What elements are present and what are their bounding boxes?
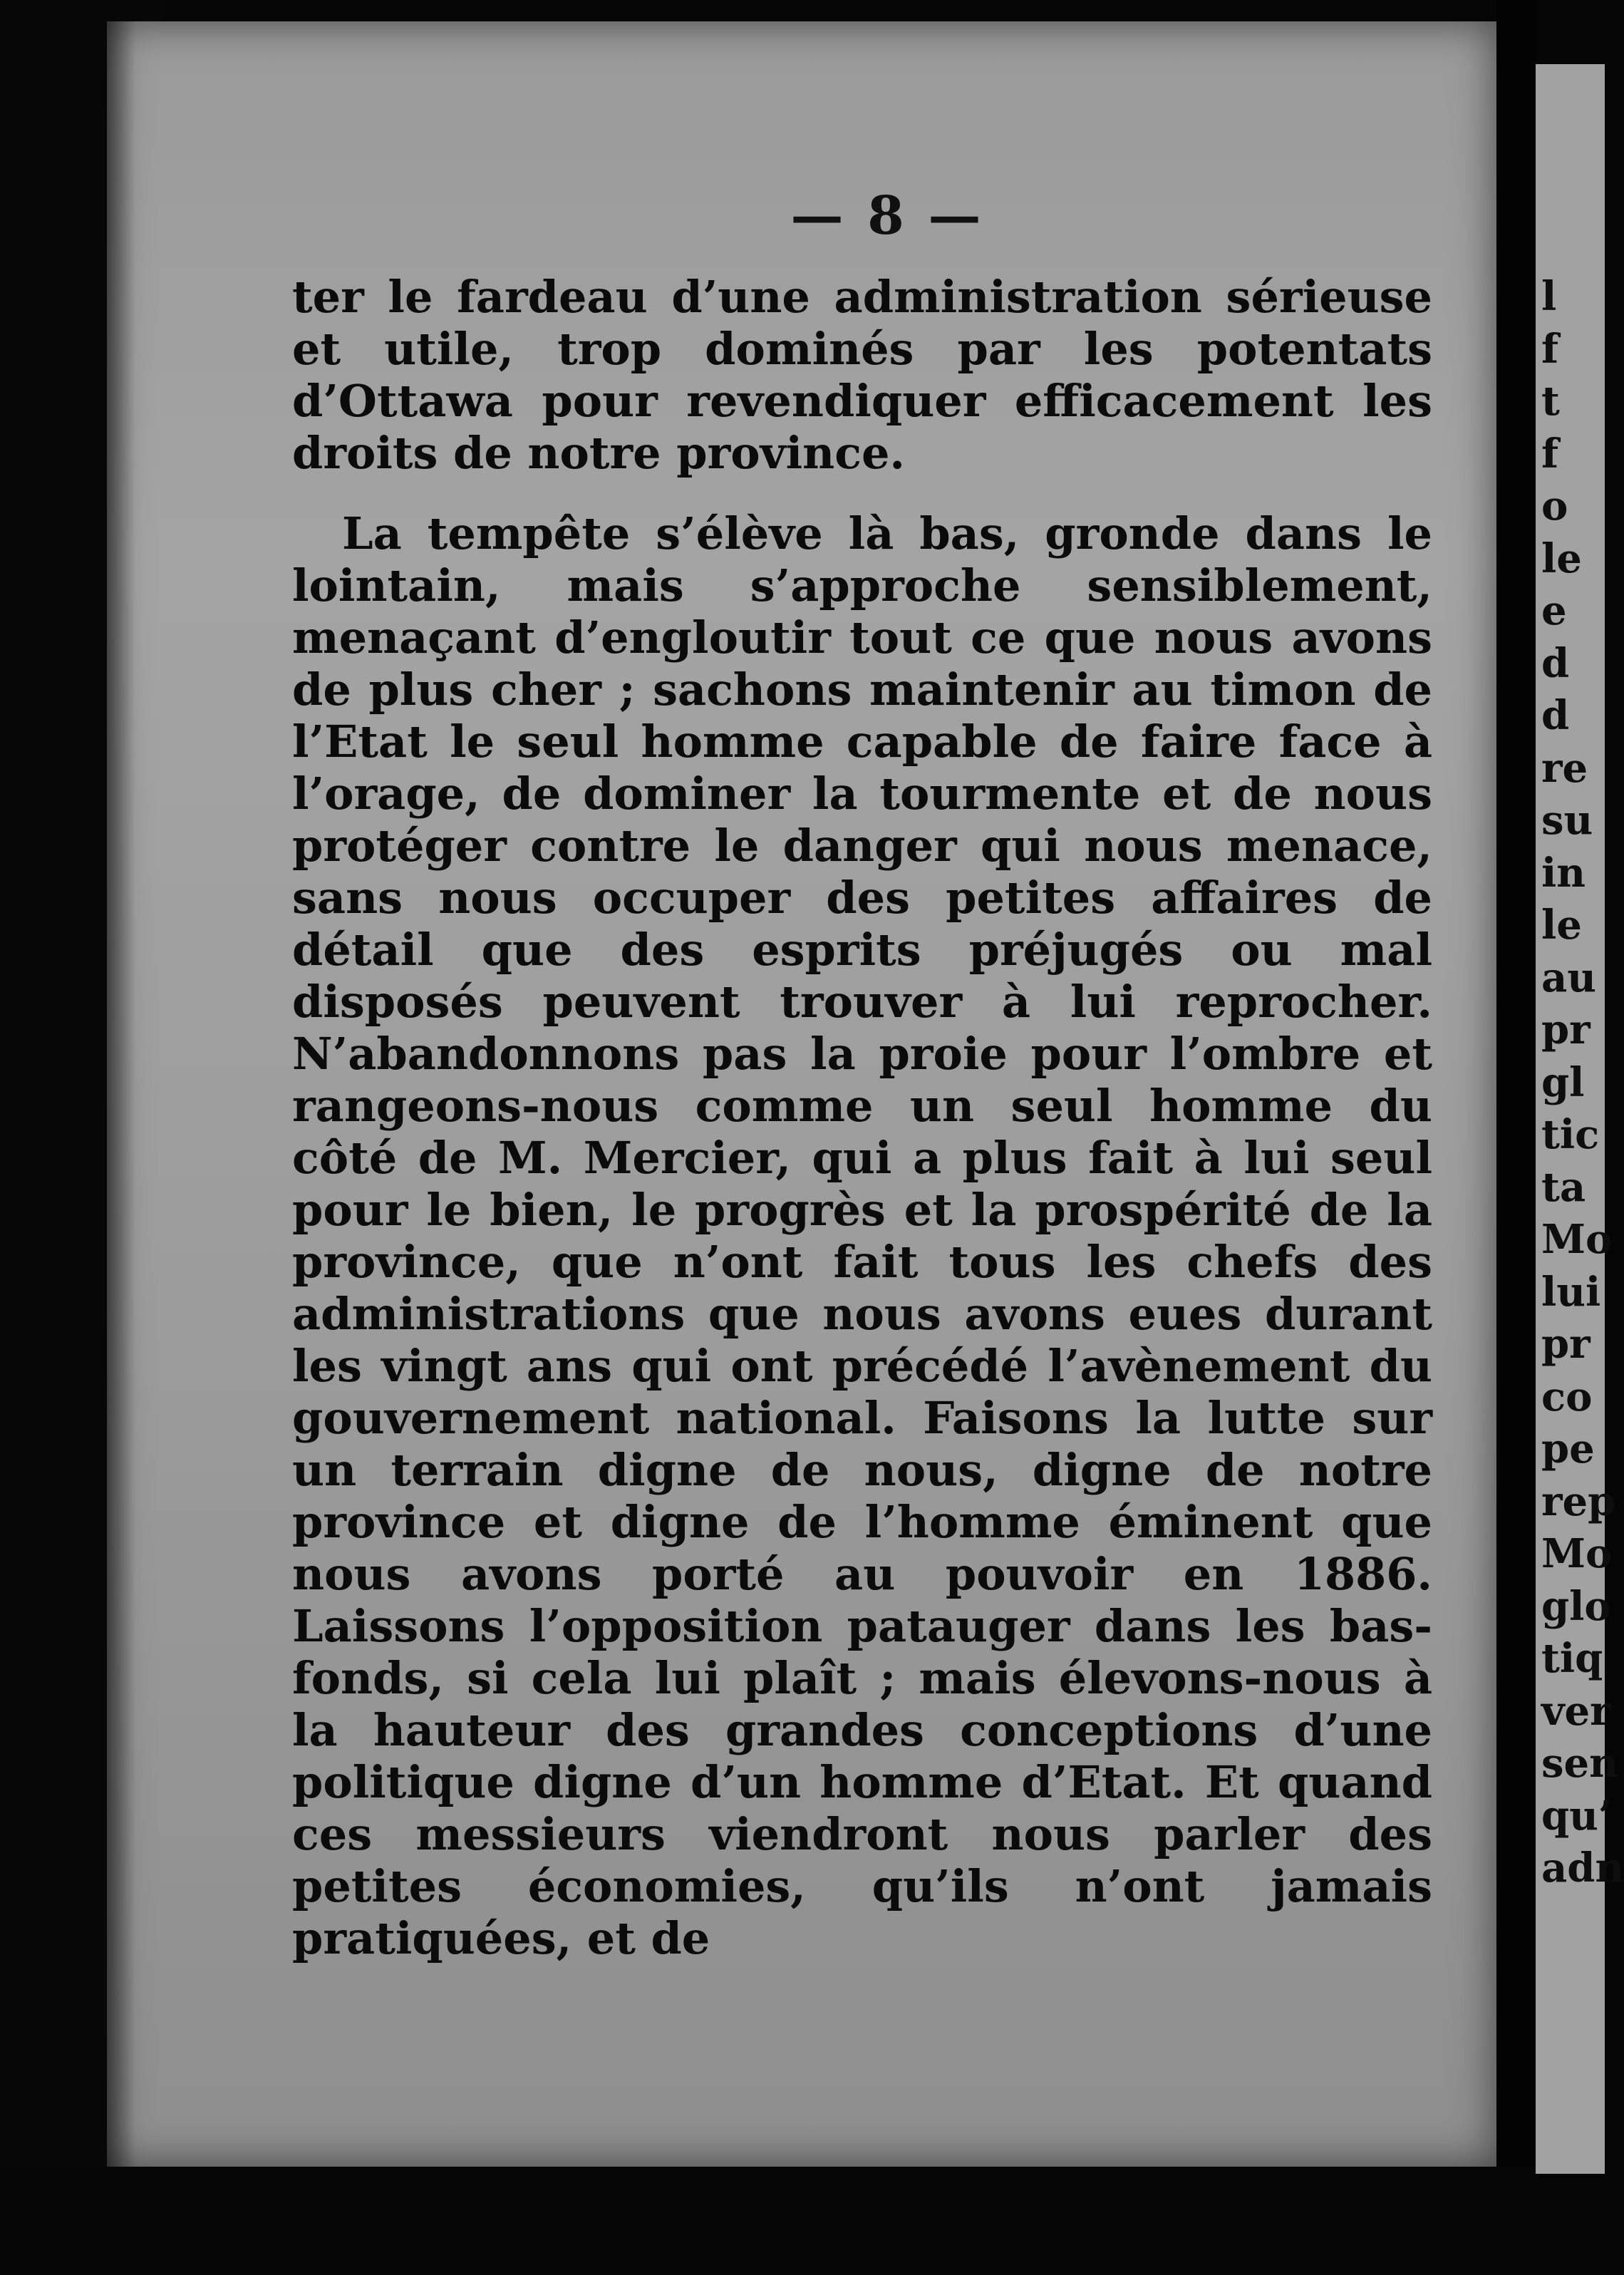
next-page-line-fragment: pr	[1541, 1321, 1591, 1368]
next-page-text-fragments	[1536, 271, 1624, 1895]
next-page-line-fragment: tic	[1541, 1111, 1600, 1158]
next-page-line-fragment: co	[1541, 1373, 1593, 1420]
next-page-line-fragment: re	[1541, 744, 1588, 792]
next-page-line-fragment: gl	[1541, 1058, 1585, 1106]
next-page-line-fragment: f	[1541, 430, 1559, 478]
next-page-line-fragment: t	[1541, 378, 1560, 425]
next-page-edge	[1536, 64, 1624, 2174]
paragraph-tempete: La tempête s’élève là bas, gronde dans le lointain, mais s’approche sensiblement, menaçant d’engloutir tout ce que nous avons de plus cher ; sachons maintenir au timon de l’Etat le seul homme capable de faire face à l’orage, de dominer la tourmente et de nous protéger contre le danger qui nous menace, sans nous occuper des petites affaires de détail que des esprits préjugés ou mal disposés peuvent trouver à lui reprocher. N’abandonnons pas la proie pour l’ombre et rangeons-nous comme un seul homme du côté de M. Mercier, qui a plus fait à lui seul pour le bien, le progrès et la prospérité de la province, que n’ont fait tous les chefs des administrations que nous avons eues durant les vingt ans qui ont précédé l’avènement du gouvernement national. Faisons la lutte sur un terrain digne de nous, digne de notre province et digne de l’homme éminent que nous avons porté au pouvoir en 1886. Laissons l’opposition patauger dans les bas-fonds, si cela lui plaît ; mais élevons-nous à la hauteur des grandes conceptions d’une politique digne d’un homme d’Etat. Et quand ces messieurs viendront nous parler des petites économies, qu’ils n’ont jamais pratiquées, et de	[292, 507, 1432, 1964]
next-page-line-fragment: lui	[1541, 1268, 1601, 1316]
next-page-line-fragment: pr	[1541, 1006, 1591, 1053]
next-page-line-fragment: pe	[1541, 1425, 1595, 1472]
next-page-line-fragment: sen	[1541, 1740, 1618, 1787]
next-page-line-fragment: l	[1541, 273, 1557, 320]
next-page-line-fragment: in	[1541, 849, 1586, 897]
next-page-line-fragment: f	[1541, 325, 1559, 373]
next-page-line-fragment: ver	[1541, 1687, 1611, 1735]
next-page-line-fragment: glo	[1541, 1582, 1611, 1630]
page-number: — 8 —	[790, 185, 984, 247]
next-page-line-fragment: le	[1541, 535, 1582, 582]
book-gutter	[1496, 0, 1536, 2275]
paragraph-continuation: ter le fardeau d’une administration sérieuse et utile, trop dominés par les potentats d’Ottawa pour revendiquer efficacement les droits de notre province.	[292, 271, 1432, 479]
next-page-line-fragment: Mo	[1541, 1216, 1613, 1263]
next-page-line-fragment: adn	[1541, 1845, 1624, 1892]
next-page-line-fragment: rep	[1541, 1477, 1616, 1525]
book-page	[107, 21, 1496, 2167]
page-binding-shadow	[107, 21, 135, 2167]
next-page-line-fragment: le	[1541, 902, 1582, 949]
next-page-line-fragment: qu’	[1541, 1792, 1613, 1840]
next-page-line-fragment: o	[1541, 483, 1568, 530]
next-page-line-fragment: tiq	[1541, 1635, 1603, 1682]
next-page-line-fragment: Mo	[1541, 1530, 1613, 1577]
next-page-line-fragment: e	[1541, 587, 1567, 634]
page-body-text	[292, 271, 1432, 1964]
next-page-line-fragment: su	[1541, 797, 1593, 844]
scan-bottom-margin	[0, 2167, 1536, 2275]
next-page-line-fragment: au	[1541, 954, 1596, 1001]
next-page-line-fragment: d	[1541, 639, 1570, 687]
next-page-line-fragment: d	[1541, 692, 1570, 739]
next-page-line-fragment: ta	[1541, 1163, 1586, 1211]
